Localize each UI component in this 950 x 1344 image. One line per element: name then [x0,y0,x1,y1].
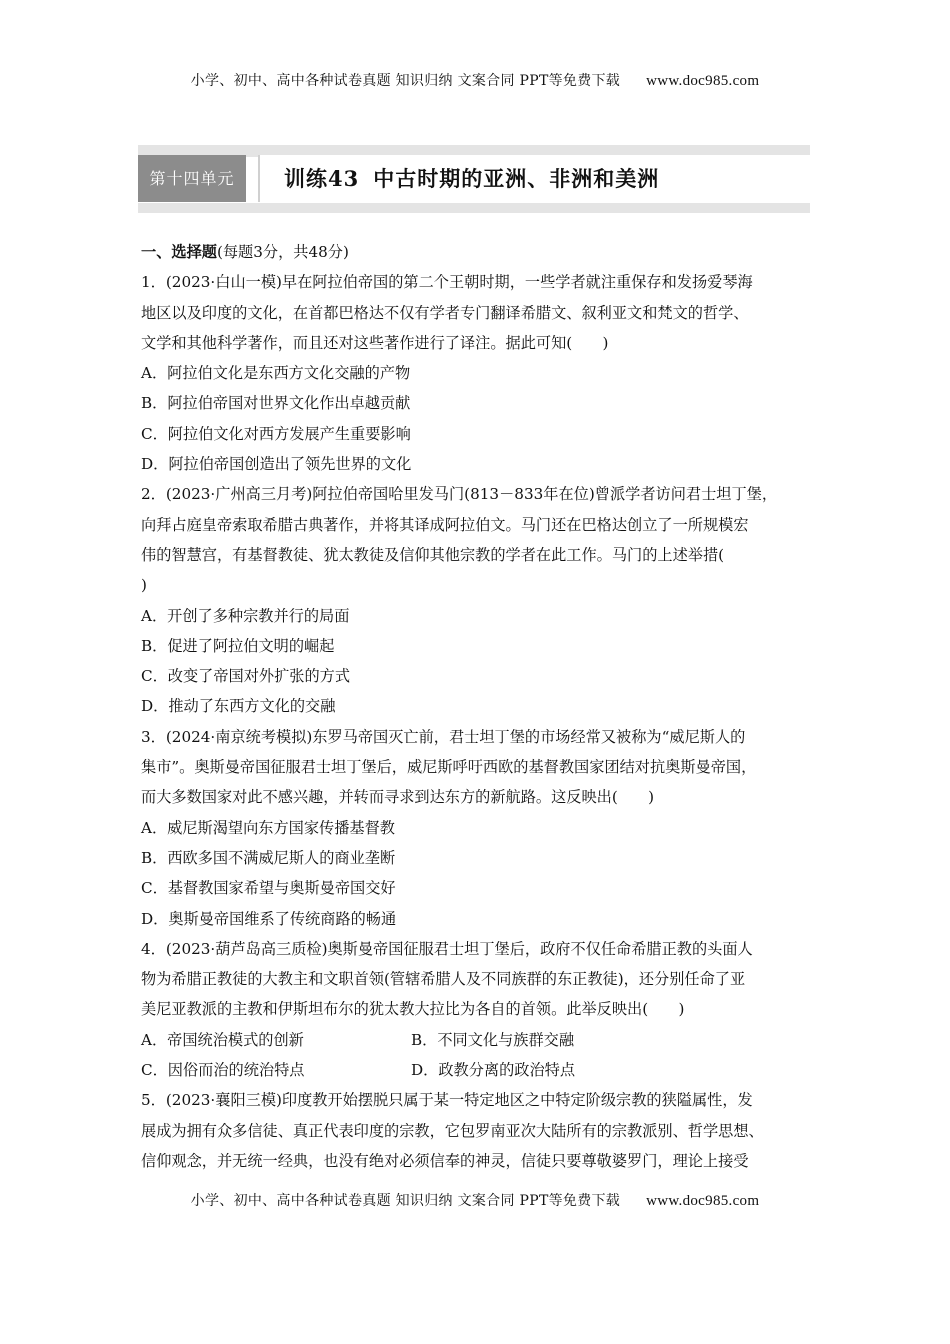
question-line: 地区以及印度的文化，在首都巴格达不仅有学者专门翻译希腊文、叙利亚文和梵文的哲学、 [141,303,749,322]
option-b[interactable]: B．不同文化与族群交融 [411,1030,575,1049]
question-4 [141,934,821,1085]
question-1 [141,267,821,479]
question-line: 4．(2023·葫芦岛高三质检)奥斯曼帝国征服君士坦丁堡后，政府不仅任命希腊正教的头面人 [141,939,753,958]
option-row [141,1055,821,1085]
question-3 [141,722,821,934]
header-text: 小学、初中、高中各种试卷真题 知识归纳 文案合同 PPT等免费下载 [190,73,621,89]
unit-label: 第十四单元 [138,155,246,202]
question-line: 向拜占庭皇帝索取希腊古典著作，并将其译成阿拉伯文。马门还在巴格达创立了一所规模宏 [141,515,749,534]
question-line: 5．(2023·襄阳三模)印度教开始摆脱只属于某一特定地区之中特定阶级宗教的狭隘属性，发 [141,1091,753,1110]
section-heading [141,237,821,267]
title-box [258,155,812,202]
option-b[interactable]: B．阿拉伯帝国对世界文化作出卓越贡献 [141,394,411,413]
option-a[interactable]: A．开创了多种宗教并行的局面 [141,606,350,625]
question-line: ) [141,576,147,595]
option-d[interactable]: D．阿拉伯帝国创造出了领先世界的文化 [141,455,412,474]
section-note: (每题3分，共48分) [216,243,349,261]
footer-text: 小学、初中、高中各种试卷真题 知识归纳 文案合同 PPT等免费下载 [190,1193,621,1209]
page-title [282,155,659,202]
title-prefix: 训练43 [284,166,360,191]
option-d[interactable]: D．奥斯曼帝国维系了传统商路的畅通 [141,909,397,928]
question-line: 2．(2023·广州高三月考)阿拉伯帝国哈里发马门(813－833年在位)曾派学者访问君士坦丁堡， [141,485,778,504]
unit-banner [138,145,810,213]
question-content [141,237,821,1176]
section-title: 一、选择题 [141,243,217,261]
option-a[interactable]: A．威尼斯渴望向东方国家传播基督教 [141,818,395,837]
question-line: 物为希腊正教徒的大教主和文职首领(管辖希腊人及不同族群的东正教徒)，还分别任命了亚 [141,970,746,989]
question-line: 3．(2024·南京统考模拟)东罗马帝国灭亡前，君士坦丁堡的市场经常又被称为“威尼斯人的 [141,727,746,746]
question-line: 1．(2023·白山一模)早在阿拉伯帝国的第二个王朝时期，一些学者就注重保存和发扬爱琴海 [141,273,753,292]
option-b[interactable]: B．促进了阿拉伯文明的崛起 [141,636,335,655]
option-a[interactable]: A．阿拉伯文化是东西方文化交融的产物 [141,364,411,383]
question-line: 而大多数国家对此不感兴趣，并转而寻求到达东方的新航路。这反映出( ) [141,788,655,807]
option-d[interactable]: D．推动了东西方文化的交融 [141,697,336,716]
question-line: 伟的智慧宫，有基督教徒、犹太教徒及信仰其他宗教的学者在此工作。马门的上述举措( [141,545,725,564]
header-site-link[interactable]: www.doc985.com [646,73,760,89]
question-line: 信仰观念，并无统一经典，也没有绝对必须信奉的神灵，信徒只要尊敬婆罗门，理论上接受 [141,1151,749,1170]
page-footer [0,1190,950,1210]
option-c[interactable]: C．阿拉伯文化对西方发展产生重要影响 [141,424,411,443]
option-c[interactable]: C．基督教国家希望与奥斯曼帝国交好 [141,879,396,898]
option-c[interactable]: C．因俗而治的统治特点 [141,1061,305,1080]
option-row [141,1025,821,1055]
question-line: 展成为拥有众多信徒、真正代表印度的宗教，它包罗南亚次大陆所有的宗教派别、哲学思想、 [141,1121,764,1140]
question-5 [141,1085,821,1176]
footer-site-link[interactable]: www.doc985.com [646,1193,760,1209]
question-line: 美尼亚教派的主教和伊斯坦布尔的犹太教大拉比为各自的首领。此举反映出( ) [141,1000,685,1019]
title-text: 中古时期的亚洲、非洲和美洲 [373,166,660,191]
option-c[interactable]: C．改变了帝国对外扩张的方式 [141,667,351,686]
question-line: 文学和其他科学著作，而且还对这些著作进行了译注。据此可知( ) [141,333,609,352]
option-b[interactable]: B．西欧多国不满威尼斯人的商业垄断 [141,848,396,867]
question-line: 集市”。奥斯曼帝国征服君士坦丁堡后，威尼斯呼吁西欧的基督教国家团结对抗奥斯曼帝国， [141,758,757,777]
page-header [0,70,950,90]
banner-bottom-band [138,203,810,213]
question-2 [141,479,821,721]
option-a[interactable]: A．帝国统治模式的创新 [141,1030,304,1049]
option-d[interactable]: D．政教分离的政治特点 [411,1061,576,1080]
